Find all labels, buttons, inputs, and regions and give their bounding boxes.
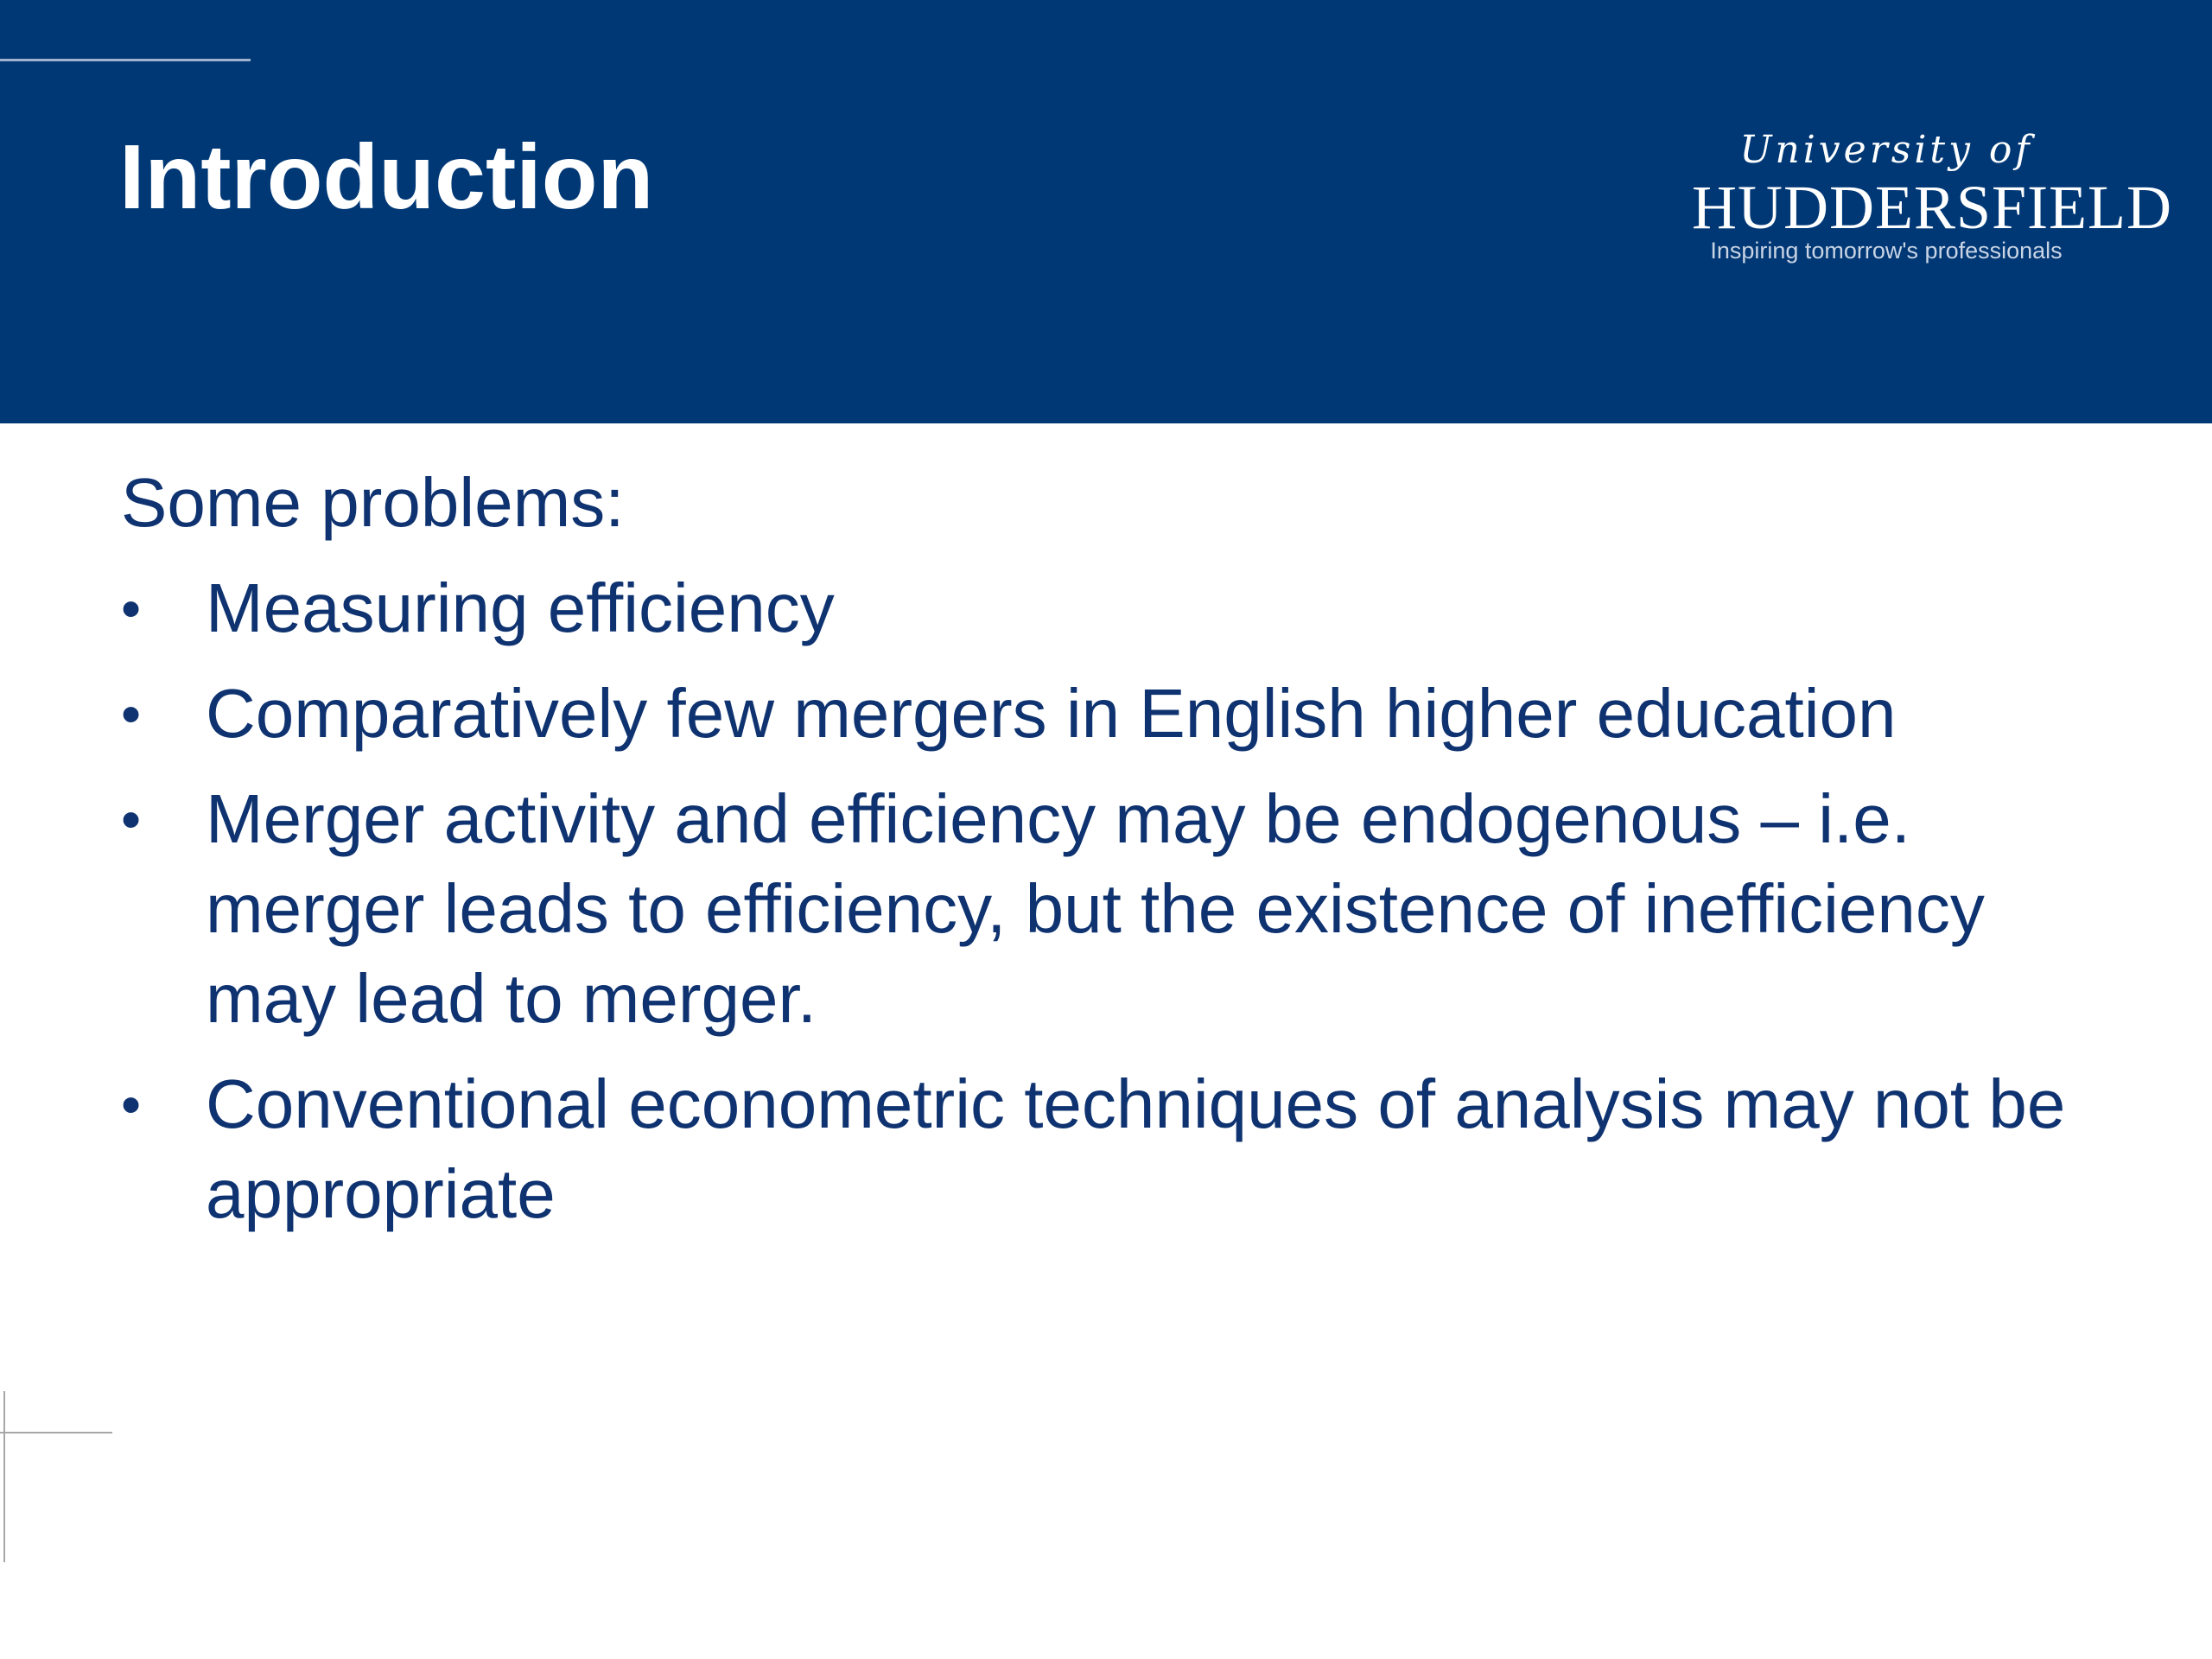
decorative-rule [0, 59, 251, 61]
header-band [0, 0, 2212, 423]
logo-line-huddersfield: HUDDERSFIELD [1692, 173, 2173, 242]
university-logo [1692, 126, 2173, 273]
slide-content [121, 458, 2108, 1255]
bullet-text: Comparatively few mergers in English higher education [206, 675, 1897, 752]
bullet-icon: • [121, 1072, 142, 1136]
bullet-item [121, 563, 2108, 653]
logo-tagline: Inspiring tomorrow's professionals [1710, 238, 2063, 264]
logo-line-university-of: University of [1739, 128, 2033, 172]
bullet-item [121, 1059, 2108, 1239]
bullet-item [121, 774, 2108, 1044]
slide-title: Introduction [119, 126, 654, 228]
intro-text: Some problems: [121, 464, 625, 541]
bullet-text: Conventional econometric techniques of analysis may not be appropriate [206, 1065, 2066, 1232]
bullet-icon: • [121, 787, 142, 851]
decorative-rule [3, 1391, 5, 1562]
bullet-icon: • [121, 682, 142, 746]
bullet-text: Measuring efficiency [206, 569, 835, 646]
bullet-item [121, 669, 2108, 759]
bullet-list [121, 563, 2108, 1239]
bullet-icon: • [121, 576, 142, 640]
bullet-text: Merger activity and efficiency may be endogenous – i.e. merger leads to efficiency, but the existence of inefficiency may lead to merger. [206, 780, 1985, 1037]
decorative-rule [0, 1432, 112, 1433]
